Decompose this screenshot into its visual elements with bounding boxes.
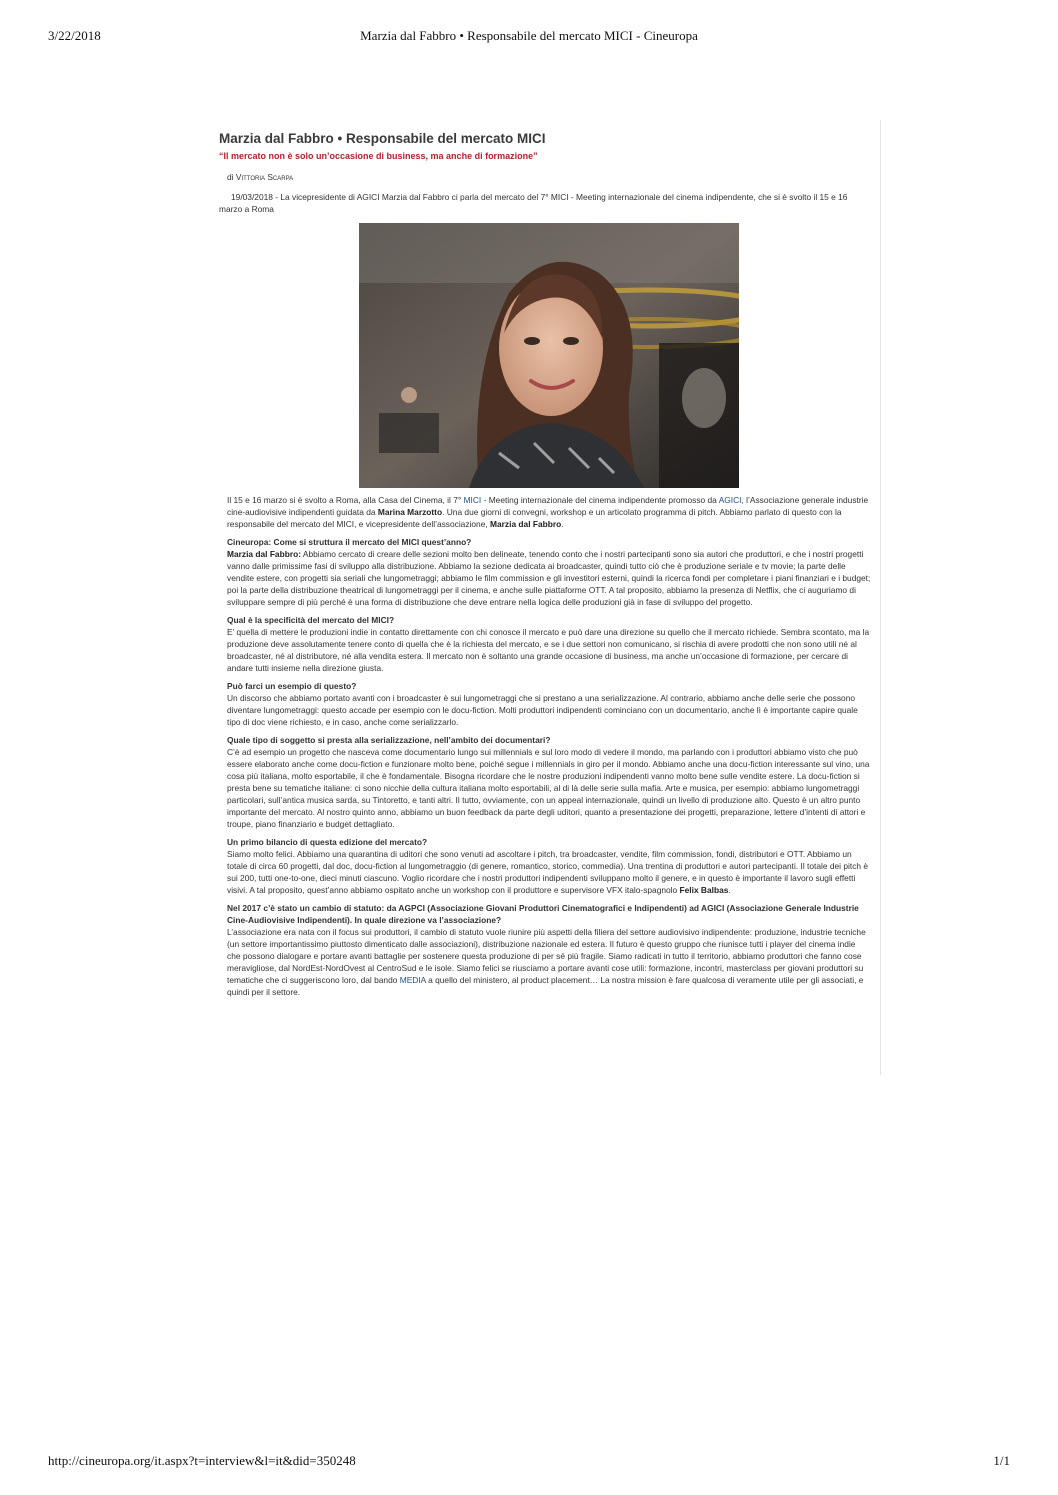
answer-3: Un discorso che abbiamo portato avanti con i broadcaster è sui lungometraggi che si prestano a una serializzazione. Al contrario, abbiamo anche delle serie che possono diventare lungometraggi: questo accade per esempio con le docu-fiction. Molti produttori indipendenti cominciano con un documentario, anche lì è importante capire quale tipo di doc viene richiesto, e in caso, anche come serializzarlo. [227,693,858,727]
agici-link[interactable]: AGICI [718,495,742,505]
article-subtitle: “Il mercato non è solo un’occasione di business, ma anche di formazione” [219,151,538,161]
answer-1 [227,548,871,608]
answer-5 [227,848,871,896]
media-link[interactable]: MEDIA [399,975,426,985]
intro-text-1: Il 15 e 16 marzo si è svolto a Roma, alla Casa del Cinema, il 7° [227,495,464,505]
byline-author[interactable]: Vittoria Scarpa [235,172,294,182]
article-lede: 19/03/2018 - La vicepresidente di AGICI Marzia dal Fabbro ci parla del mercato del 7° MICI - Meeting internazionale del cinema indipendente, che si è svolto il 15 e 16 marzo a Roma [219,192,848,214]
intro-text-2: - Meeting internazionale del cinema indipendente promosso da [481,495,719,505]
print-url: http://cineuropa.org/it.aspx?t=interview&l=it&did=350248 [48,1453,356,1468]
byline [227,171,871,183]
marzia-dal-fabbro-name: Marzia dal Fabbro [490,519,562,529]
answer-1-speaker: Marzia dal Fabbro: [227,549,301,559]
portrait-image [359,223,739,488]
article [219,130,871,1002]
answer-6 [227,926,871,998]
answer-1-text: Abbiamo cercato di creare delle sezioni molto ben delineate, tenendo conto che i nostri partecipanti sono sia autori che produttori, e che i nostri progetti vanno dalle primissime fasi di sviluppo alla distribuzione. Abbiamo la sezione dedicata ai broadcaster, quindi tutto ciò che è produzione seriale e tv movie; la parte delle vendite estere, con progetti sia seriali che lungometraggi; abbiamo le film commission e gli investitori esterni, quindi la ricerca fondi per completare i piani finanziari e i budget; poi la parte della distribuzione theatrical di lungometraggi per il cinema, e anche sulle piattaforme OTT. A tal proposito, abbiamo la presenza di Netflix, che ci auguriamo di sviluppare sempre di più perché è una forma di distribuzione che deve entrare nella logica delle produzioni già in fase di sviluppo del progetto. [227,549,871,607]
answer-4: C’è ad esempio un progetto che nasceva come documentario lungo sui millennials e sul loro modo di vedere il mondo, ma parlando con i produttori abbiamo visto che può essere elaborato anche come docu-fiction e funzionare molto bene, poiché segue i millennials in giro per il mondo. Abbiamo anche una docu-fiction interessante sul vino, una cosa più italiana, molto esportabile, il che è fondamentale. Bisogna ricordare che le nostre produzioni indipendenti vanno molto bene sulle vendite estere. La docu-fiction si presta bene su tematiche italiane: ci sono nicchie della cultura italiana molto esportabili, al di là delle serie sulla mafia. Arte e musica, per esempio: abbiamo lungometraggi particolari, sull’antica musica sarda, su Tintoretto, e tanti altri. Il tutto, ovviamente, con un appeal internazionale, quindi un livello di produzione alto. Questo è un altro punto importante del mercato. Al nostro quinto anno, abbiamo un buon feedback da parte degli uditori, quanto a presentazione dei progetti, preparazione, lettere d’intenti di attori e troupe, piano finanziario e budget dettagliato. [227,747,870,829]
interview-photo [359,223,739,488]
answer-5-end: . [728,885,731,895]
content-divider [880,120,881,1075]
answer-2: E’ quella di mettere le produzioni indie in contatto direttamente con chi conosce il mercato e può dare una direzione su quello che il mercato richiede. Sembra scontato, ma la produzione deve assolutamente tenere conto di quella che è la richiesta del mercato, e se i due settori non comunicano, si rischia di avere prodotti che non sono utili né al broadcaster, né al distributore, né alla vendita estera. Il mercato non è soltanto una grande occasione di business, ma anche un’occasione di formazione, per cercare di andare tutti insieme nella direzione giusta. [227,627,870,673]
intro-paragraph [227,494,871,530]
byline-prefix: di [227,172,234,182]
article-headline: Marzia dal Fabbro • Responsabile del mercato MICI [219,131,546,146]
question-3: Può farci un esempio di questo? [227,681,357,691]
question-6: Nel 2017 c’è stato un cambio di statuto: da AGPCI (Associazione Giovani Produttori Cinematografici e Indipendenti) ad AGICI (Associazione Generale Industrie Cine-Audiovisive Indipendenti). In quale direzione va l’associazione? [227,903,859,925]
marina-marzotto-name: Marina Marzotto [377,507,443,517]
question-2: Qual è la specificità del mercato del MICI? [227,615,395,625]
print-header [48,28,1010,44]
question-1: Cineuropa: Come si struttura il mercato del MICI quest’anno? [227,537,472,547]
mici-link[interactable]: MICI [463,495,482,505]
answer-6-text-1: L’associazione era nata con il focus sui produttori, il cambio di statuto vuole riunire più aspetti della filiera del settore audiovisivo indipendente: produzione, industrie tecniche (un settore importantissimo piuttosto dimenticato dalle associazioni), distribuzione nazionale ed estera. Il futuro è questo gruppo che riunisce tutti i player del cinema indie che possono dialogare e portare avanti battaglie per sostenere questa produzione di per sé più fragile. Siamo radicati in tutto il territorio, abbiamo produttori che fanno cose meravigliose, dal NordEst-NordOvest al CentroSud e le isole. Siamo felici se riusciamo a portare avanti cose utili: formazione, incontri, masterclass per giovani produttori su tematiche che ci suggeriscono loro, dal bando [227,927,866,985]
question-5: Un primo bilancio di questa edizione del mercato? [227,837,428,847]
print-footer [48,1453,1010,1469]
article-body [227,494,871,998]
question-4: Quale tipo di soggetto si presta alla serializzazione, nell’ambito dei documentari? [227,735,551,745]
intro-text-3: , l’Associazione generale industrie cine-audiovisive indipendenti guidata da [227,495,869,517]
print-date: 3/22/2018 [48,28,101,43]
answer-5-text: Siamo molto felici. Abbiamo una quarantina di uditori che sono venuti ad ascoltare i pitch, tra broadcaster, vendite, film commission, fondi, distributori e OTT. Abbiamo un totale di circa 60 progetti, dal doc, docu-fiction al lungometraggio (di genere, romantico, storico, commedia). Una trentina di produttori e autori partecipanti. Il totale dei pitch è sui 200, tutti one-to-one, dieci minuti ciascuno. Voglio ricordare che i nostri produttori indipendenti sviluppano molto il genere, e in questo è importante il lavoro sugli effetti visivi. A tal proposito, quest’anno abbiamo ospitato anche un workshop con il produttore e supervisore VFX italo-spagnolo [227,849,869,895]
page-number: 1/1 [993,1453,1010,1468]
answer-6-text-2: a quello del ministero, al product placement… La nostra mission è fare qualcosa di veramente utile per gli associati, e quindi per il settore. [227,975,864,997]
print-title: Marzia dal Fabbro • Responsabile del mercato MICI - Cineuropa [360,28,698,43]
felix-balbas-name: Felix Balbas [679,885,729,895]
intro-text-4: . Una due giorni di convegni, workshop e un articolato programma di pitch. Abbiamo parlato di questo con la responsabile del mercato del MICI, e vicepresidente dell’associazione, [227,507,842,529]
intro-text-5: . [561,519,564,529]
